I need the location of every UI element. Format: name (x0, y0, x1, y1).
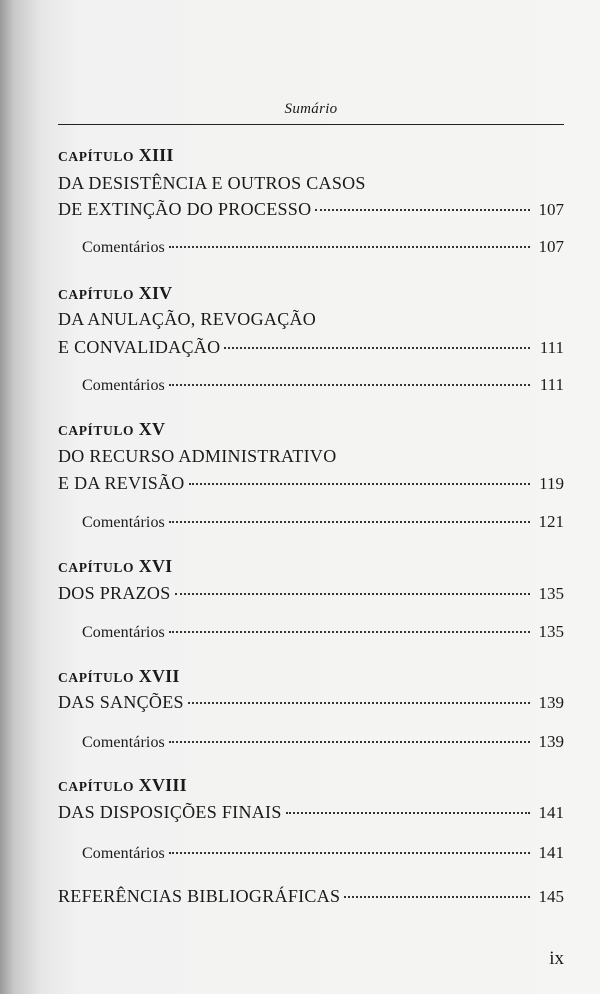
toc-entry-title: REFERÊNCIAS BIBLIOGRÁFICAS (58, 886, 341, 906)
dot-leader (188, 702, 530, 704)
dot-leader (169, 246, 530, 248)
toc-sub-entry-title: Comentários (82, 845, 165, 862)
chapter-number: XVI (138, 556, 173, 576)
toc-sub-entry-title: Comentários (82, 377, 165, 394)
chapter-title-line: DO RECURSO ADMINISTRATIVO (58, 446, 337, 466)
chapter-prefix: CAPÍTULO (58, 287, 135, 302)
page-number: 139 (538, 732, 564, 751)
header-rule (58, 124, 564, 125)
toc-sub-entry[interactable] (82, 843, 564, 863)
toc-sub-entry-title: Comentários (82, 239, 165, 256)
chapter-prefix: CAPÍTULO (58, 560, 135, 575)
page-number: 135 (538, 584, 564, 603)
chapter-number: XVII (138, 666, 180, 686)
page-number: 141 (538, 803, 564, 822)
toc-entry[interactable] (58, 583, 564, 604)
toc-entry[interactable] (58, 802, 564, 823)
chapter-number: XIII (138, 145, 174, 165)
chapter-label (58, 419, 165, 440)
toc-sub-entry-title: Comentários (82, 734, 165, 751)
page-number: 107 (538, 237, 564, 256)
chapter-prefix: CAPÍTULO (58, 670, 135, 685)
toc-entry[interactable] (58, 692, 564, 713)
toc-entry-title: E DA REVISÃO (58, 473, 185, 493)
dot-leader (169, 741, 530, 743)
dot-leader (169, 852, 530, 854)
page-number: 119 (539, 474, 564, 493)
chapter-number: XVIII (138, 775, 187, 795)
chapter-label (58, 283, 172, 304)
chapter-title-line: DA DESISTÊNCIA E OUTROS CASOS (58, 173, 366, 193)
toc-entry[interactable] (58, 337, 564, 358)
toc-entry-title: DOS PRAZOS (58, 583, 171, 603)
toc-entry[interactable] (58, 473, 564, 494)
page-number: 145 (538, 887, 564, 906)
toc-entry-title: DAS DISPOSIÇÕES FINAIS (58, 802, 282, 822)
dot-leader (344, 896, 530, 898)
page-number: 111 (539, 338, 564, 357)
toc-entry[interactable] (58, 199, 564, 220)
page-number: 141 (538, 843, 564, 862)
page-number: 121 (538, 512, 564, 531)
toc-sub-entry[interactable] (82, 622, 564, 642)
dot-leader (315, 209, 530, 211)
chapter-prefix: CAPÍTULO (58, 779, 135, 794)
toc-sub-entry[interactable] (82, 375, 564, 395)
chapter-title-line: DA ANULAÇÃO, REVOGAÇÃO (58, 309, 317, 329)
chapter-label (58, 666, 180, 687)
dot-leader (175, 593, 530, 595)
folio-page-number: ix (549, 948, 564, 969)
dot-leader (169, 384, 530, 386)
chapter-number: XIV (138, 283, 173, 303)
chapter-label (58, 775, 187, 796)
dot-leader (169, 521, 530, 523)
toc-entry-title: DAS SANÇÕES (58, 692, 184, 712)
dot-leader (286, 812, 530, 814)
toc-entry-title: E CONVALIDAÇÃO (58, 337, 221, 357)
running-head: Sumário (284, 101, 338, 117)
dot-leader (224, 347, 530, 349)
toc-sub-entry[interactable] (82, 237, 564, 257)
page-number: 111 (539, 375, 564, 394)
dot-leader (169, 631, 530, 633)
dot-leader (189, 483, 530, 485)
toc-sub-entry[interactable] (82, 512, 564, 532)
toc-sub-entry-title: Comentários (82, 624, 165, 641)
chapter-label (58, 556, 172, 577)
page-number: 107 (538, 200, 564, 219)
toc-entry-title: DE EXTINÇÃO DO PROCESSO (58, 199, 312, 219)
chapter-label (58, 145, 174, 166)
toc-entry-references[interactable] (58, 886, 564, 907)
chapter-prefix: CAPÍTULO (58, 423, 135, 438)
toc-sub-entry[interactable] (82, 732, 564, 752)
chapter-prefix: CAPÍTULO (58, 149, 135, 164)
chapter-number: XV (138, 419, 166, 439)
page-number: 139 (538, 693, 564, 712)
toc-sub-entry-title: Comentários (82, 514, 165, 531)
page-number: 135 (538, 622, 564, 641)
